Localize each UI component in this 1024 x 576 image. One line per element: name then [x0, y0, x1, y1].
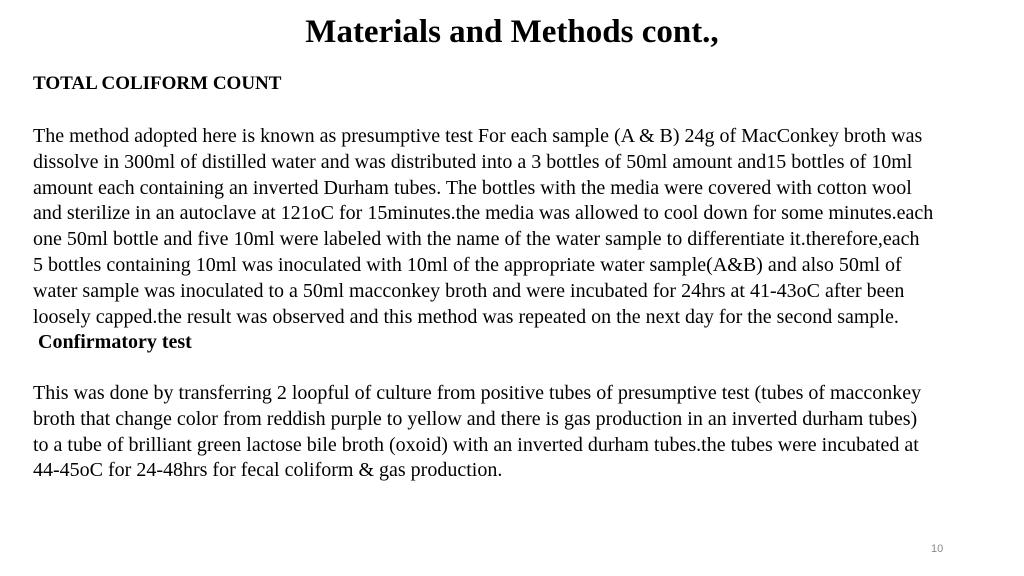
page-number: 10	[931, 543, 944, 555]
section-heading: TOTAL COLIFORM COUNT	[33, 73, 282, 94]
text-line: one 50ml bottle and five 10ml were labeled with the name of the water sample to differentiate it.therefore,each	[33, 228, 920, 251]
text-line: 5 bottles containing 10ml was inoculated with 10ml of the appropriate water sample(A&B) and also 50ml of	[33, 253, 902, 276]
text-line: The method adopted here is known as presumptive test For each sample (A & B) 24g of MacConkey broth was	[33, 125, 923, 147]
text-line: amount each containing an inverted Durham tubes. The bottles with the media were covered with cotton wool	[33, 176, 912, 199]
confirmatory-test-subheading: Confirmatory test	[38, 331, 192, 354]
text-line: broth that change color from reddish purple to yellow and there is gas production in an inverted durham tubes)	[33, 407, 918, 430]
text-line: to a tube of brilliant green lactose bile broth (oxoid) with an inverted durham tubes.the tubes were incubated at	[33, 433, 919, 456]
text-line: loosely capped.the result was observed and this method was repeated on the next day for the second sample.	[33, 305, 899, 328]
text-line: This was done by transferring 2 loopful of culture from positive tubes of presumptive test (tubes of macconkey	[33, 382, 922, 404]
presumptive-test-paragraph	[33, 124, 933, 356]
text-line: 44-45oC for 24-48hrs for fecal coliform & gas production.	[33, 459, 503, 482]
slide-title: Materials and Methods cont.,	[305, 14, 719, 50]
confirmatory-test-paragraph	[33, 381, 921, 484]
text-line: dissolve in 300ml of distilled water and was distributed into a 3 bottles of 50ml amount and15 bottles of 10ml	[33, 150, 913, 173]
text-line: water sample was inoculated to a 50ml macconkey broth and were incubated for 24hrs at 41-43oC after been	[33, 279, 905, 302]
text-line: and sterilize in an autoclave at 121oC for 15minutes.the media was allowed to cool down for some minutes.each	[33, 202, 934, 225]
